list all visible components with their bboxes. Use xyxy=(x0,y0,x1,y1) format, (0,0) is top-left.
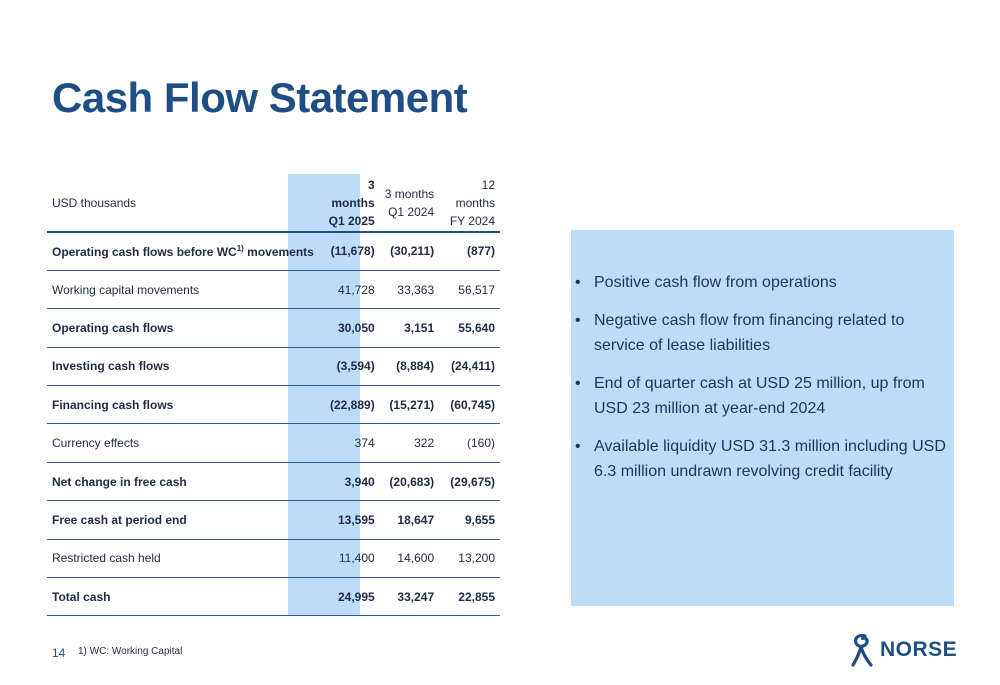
cash-flow-table xyxy=(47,174,500,616)
row-value: 24,995 xyxy=(338,589,375,604)
row-label: Total cash xyxy=(52,589,111,604)
row-label: Financing cash flows xyxy=(52,397,174,412)
row-label: Net change in free cash xyxy=(52,474,187,489)
table-header-row xyxy=(47,174,500,232)
table-row xyxy=(47,270,500,308)
bullet-dot-icon: • xyxy=(575,312,581,329)
row-value: 55,640 xyxy=(458,320,495,335)
row-value: 3,151 xyxy=(404,320,435,335)
header-fy-2024: 12 months FY 2024 xyxy=(449,177,495,228)
norse-logo xyxy=(850,630,957,670)
row-value: 11,400 xyxy=(338,551,375,566)
row-value: (29,675) xyxy=(450,474,495,489)
page-number: 14 xyxy=(52,646,66,660)
row-value: (30,211) xyxy=(390,244,435,259)
row-value: (24,411) xyxy=(450,359,495,374)
row-value: 33,247 xyxy=(397,589,435,604)
row-label: Restricted cash held xyxy=(52,551,161,566)
row-value: 9,655 xyxy=(464,512,495,527)
row-value: 3,940 xyxy=(344,474,375,489)
row-value: 33,363 xyxy=(397,282,435,297)
row-label: Operating cash flows before WC$^{1)}$ movements xyxy=(52,243,314,259)
header-units-label: USD thousands xyxy=(52,195,137,210)
row-label: Investing cash flows xyxy=(52,359,170,374)
row-value: 56,517 xyxy=(458,282,495,297)
logo-wordmark: NORSE xyxy=(880,638,958,661)
row-value: 322 xyxy=(414,436,435,451)
row-value: (60,745) xyxy=(450,397,495,412)
row-value: (3,594) xyxy=(336,359,375,374)
bullet-dot-icon: • xyxy=(575,375,581,392)
row-label: Currency effects xyxy=(52,436,140,451)
table-row xyxy=(47,309,500,347)
row-value: 14,600 xyxy=(397,551,435,566)
row-value: 374 xyxy=(354,436,375,451)
row-value: 30,050 xyxy=(338,320,375,335)
table-row xyxy=(47,578,500,616)
row-value: (877) xyxy=(466,244,495,259)
row-label: Working capital movements xyxy=(52,282,200,297)
table-row xyxy=(47,501,500,539)
highlights-list xyxy=(575,270,946,484)
table-row xyxy=(47,347,500,385)
bullet-dot-icon: • xyxy=(575,274,581,291)
row-value: 18,647 xyxy=(397,512,435,527)
table-row xyxy=(47,424,500,462)
row-value: 22,855 xyxy=(458,589,495,604)
row-value: 13,200 xyxy=(458,551,495,566)
bullet-dot-icon: • xyxy=(575,438,581,455)
key-highlights-box xyxy=(571,230,954,606)
page-title: Cash Flow Statement xyxy=(52,74,468,121)
highlight-bullet: • Available liquidity USD 31.3 million including USD 6.3 million undrawn revolving credit facility xyxy=(575,434,946,484)
row-label: Operating cash flows xyxy=(52,320,174,335)
table-row xyxy=(47,539,500,577)
highlight-bullet: • Negative cash flow from financing related to service of lease liabilities xyxy=(575,308,946,358)
row-value: (11,678) xyxy=(330,244,375,259)
footnote: 1) WC: Working Capital xyxy=(78,646,183,657)
row-value: 13,595 xyxy=(338,512,375,527)
header-q1-2024: 3 months Q1 2024 xyxy=(384,186,435,219)
highlight-bullet: • End of quarter cash at USD 25 million, up from USD 23 million at year-end 2024 xyxy=(575,371,946,421)
row-value: (8,884) xyxy=(396,359,435,374)
table-row xyxy=(47,232,500,270)
header-q1-2025: 3 months Q1 2025 xyxy=(328,177,375,228)
norse-swirl-icon xyxy=(850,632,874,668)
row-value: (160) xyxy=(466,436,495,451)
row-value: (15,271) xyxy=(389,397,435,412)
row-value: (22,889) xyxy=(330,397,375,412)
row-value: (20,683) xyxy=(389,474,435,489)
row-label: Free cash at period end xyxy=(52,512,187,527)
table-row xyxy=(47,462,500,500)
highlight-bullet: • Positive cash flow from operations xyxy=(575,270,946,295)
table-row xyxy=(47,386,500,424)
row-value: 41,728 xyxy=(338,282,375,297)
